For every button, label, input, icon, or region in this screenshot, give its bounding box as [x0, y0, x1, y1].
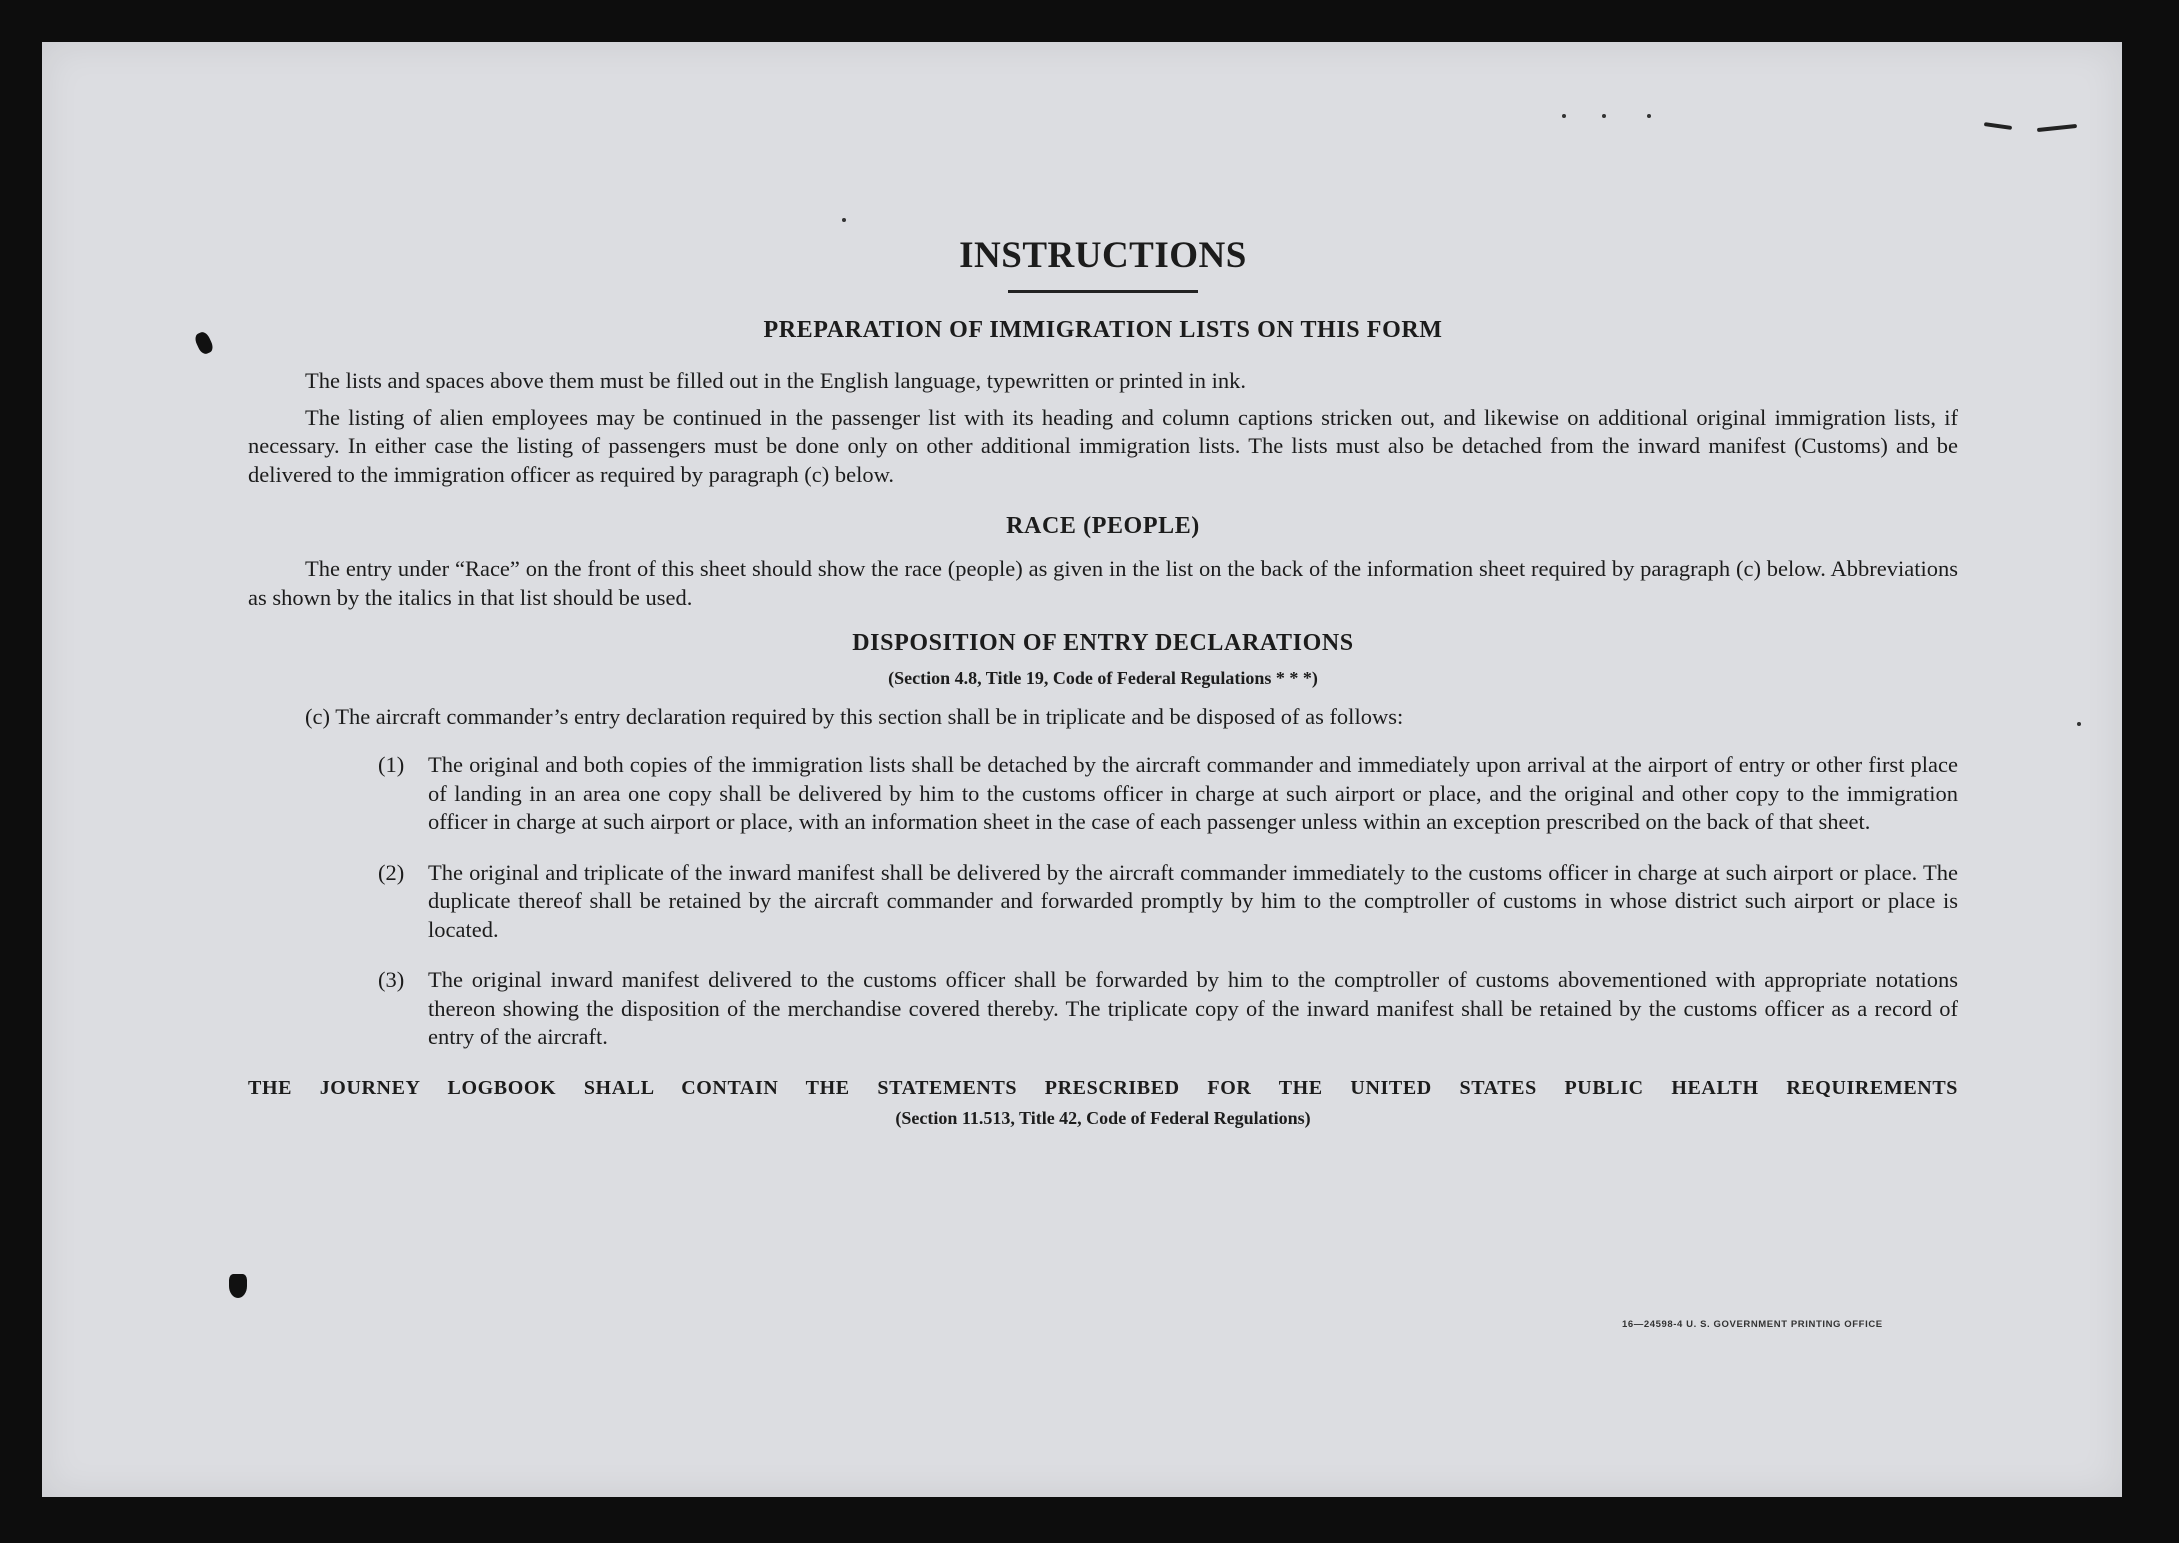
section-heading-disposition: DISPOSITION OF ENTRY DECLARATIONS: [852, 630, 1354, 656]
list-item: [248, 751, 1958, 837]
speck: [1647, 114, 1651, 118]
speck: [842, 218, 846, 222]
section-heading-race: RACE (PEOPLE): [1006, 513, 1200, 539]
ink-blot: [193, 330, 215, 356]
footer-heading: THE JOURNEY LOGBOOK SHALL CONTAIN THE STATEMENTS PRESCRIBED FOR THE UNITED STATES PUBLIC HEALTH REQUIREMENTS: [248, 1076, 1958, 1099]
pen-mark: [2037, 124, 2077, 132]
page-title: INSTRUCTIONS: [959, 235, 1247, 276]
item-text: The original and triplicate of the inward manifest shall be delivered by the aircraft commander immediately to the customs officer in charge at such airport or place. The duplicate thereof shall be retained by the aircraft commander and forwarded promptly by him to the comptroller of customs in whose district such airport or place is located.: [428, 859, 1958, 942]
item-number: (2): [378, 859, 405, 885]
section-reference: (Section 4.8, Title 19, Code of Federal Regulations * * *): [888, 668, 1318, 688]
list-item: [248, 966, 1958, 1052]
title-rule: [1008, 290, 1198, 293]
paragraph: The entry under “Race” on the front of this sheet should show the race (people) as given in the list on the back of the information sheet required by paragraph (c) below. Abbreviations as shown by the italics in that list should be used.: [248, 556, 1958, 610]
pen-mark: [1984, 122, 2012, 130]
ink-blot: [229, 1274, 247, 1298]
instructions-body: [248, 234, 1958, 1133]
paragraph: The lists and spaces above them must be filled out in the English language, typewritten or printed in ink.: [305, 368, 1247, 393]
speck: [1602, 114, 1606, 118]
item-text: The original inward manifest delivered to the customs officer shall be forwarded by him to the comptroller of customs abovementioned with appropriate notations thereon showing the disposition of the merchandise covered thereby. The triplicate copy of the inward manifest shall be retained by the customs officer as a record of entry of the aircraft.: [428, 967, 1958, 1049]
disposition-intro: [248, 703, 1958, 732]
item-number: (1): [378, 752, 405, 777]
list-item: [248, 859, 1958, 945]
printer-imprint: 16—24598-4 U. S. GOVERNMENT PRINTING OFFICE: [1622, 1319, 1883, 1330]
paragraph-label: (c): [305, 703, 330, 729]
footer-reference: (Section 11.513, Title 42, Code of Federal Regulations): [895, 1108, 1311, 1128]
speck: [2077, 722, 2081, 726]
paragraph-text: The aircraft commander’s entry declaration required by this section shall be in triplicate and be disposed of as follows:: [335, 703, 1404, 729]
item-number: (3): [378, 967, 405, 992]
item-text: The original and both copies of the immigration lists shall be detached by the aircraft commander and immediately upon arrival at the airport of entry or other first place of landing in an area one copy shall be delivered by him to the customs officer in charge at such airport or place, and the original and other copy to the immigration officer in charge at such airport or place, with an information sheet in the case of each passenger unless within an exception prescribed on the back of that sheet.: [428, 752, 1958, 834]
disposition-list: [248, 751, 1958, 1052]
paragraph: The listing of alien employees may be continued in the passenger list with its heading and column captions stricken out, and likewise on additional original immigration lists, if necessary. In either case the listing of passengers must be done only on other additional immigration lists. The lists must also be detached from the inward manifest (Customs) and be delivered to the immigration officer as required by paragraph (c) below.: [248, 404, 1958, 487]
speck: [1562, 114, 1566, 118]
section-heading-preparation: PREPARATION OF IMMIGRATION LISTS ON THIS FORM: [763, 317, 1443, 343]
